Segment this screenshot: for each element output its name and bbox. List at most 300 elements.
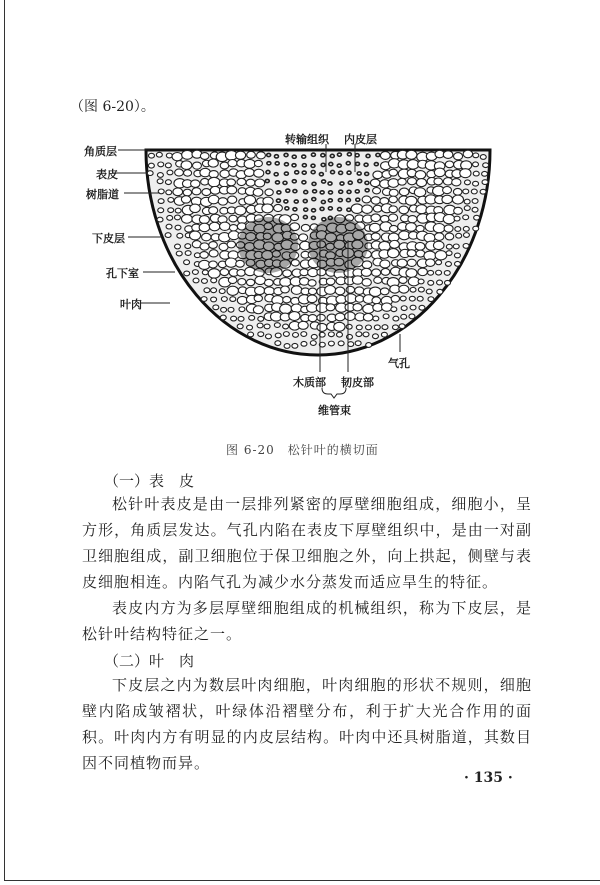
cell xyxy=(167,170,173,175)
cell xyxy=(298,321,308,329)
cell xyxy=(399,285,409,293)
cell xyxy=(308,288,316,295)
cell xyxy=(362,279,371,287)
cell xyxy=(293,333,299,338)
cell xyxy=(437,289,443,294)
cell xyxy=(285,207,289,210)
cell xyxy=(444,271,450,276)
cell xyxy=(473,226,479,231)
cell xyxy=(238,316,244,321)
cell xyxy=(365,181,369,184)
cell xyxy=(362,261,372,269)
cell xyxy=(434,233,443,241)
cell xyxy=(373,316,379,321)
cell xyxy=(158,162,164,167)
cell xyxy=(184,271,190,276)
cell xyxy=(444,280,450,285)
cell xyxy=(387,249,399,258)
cell xyxy=(472,199,478,204)
cell xyxy=(328,207,332,210)
cell xyxy=(292,343,298,348)
cell xyxy=(336,332,342,337)
cell xyxy=(230,297,236,302)
cell xyxy=(399,206,409,214)
cell xyxy=(362,205,373,214)
cell xyxy=(173,188,183,196)
cell xyxy=(255,179,265,187)
cell xyxy=(366,154,370,157)
cell xyxy=(266,170,270,173)
cell xyxy=(295,171,299,174)
cell xyxy=(219,289,225,294)
cell xyxy=(339,171,343,174)
cell xyxy=(463,233,469,238)
cell xyxy=(345,294,356,303)
cell xyxy=(249,315,255,320)
cell xyxy=(381,332,387,337)
cell xyxy=(364,163,368,166)
cell xyxy=(463,189,469,194)
cell xyxy=(399,277,407,284)
cell xyxy=(374,325,380,330)
cell xyxy=(265,334,271,339)
cell xyxy=(275,341,281,346)
cell xyxy=(183,189,191,196)
cell xyxy=(301,332,307,337)
cell xyxy=(380,215,389,222)
cell xyxy=(208,159,218,167)
cell xyxy=(246,179,255,186)
cell xyxy=(300,269,308,276)
cell xyxy=(321,163,325,166)
cell xyxy=(190,204,201,212)
cell xyxy=(453,244,459,249)
cell xyxy=(220,170,230,178)
cell xyxy=(253,306,263,314)
cell xyxy=(363,332,369,337)
cell xyxy=(453,188,461,195)
cell xyxy=(356,162,360,165)
label-vascular-bundle: 维管束 xyxy=(318,404,351,417)
cell xyxy=(337,164,341,167)
paragraph-line: 壁内陷成皱褶状，叶绿体沿褶壁分布，利于扩大光合作用的面 xyxy=(82,702,532,720)
cell xyxy=(254,295,262,302)
page-number: · 135 · xyxy=(464,770,513,786)
cell xyxy=(293,208,297,211)
cell xyxy=(452,179,461,186)
cell xyxy=(253,188,263,196)
cell xyxy=(407,178,416,185)
cell xyxy=(148,163,154,168)
cell xyxy=(347,153,351,156)
cell xyxy=(471,189,477,194)
cell xyxy=(225,258,237,267)
cell xyxy=(307,295,317,303)
cell xyxy=(200,252,208,259)
cell xyxy=(383,314,389,319)
label-phloem: 韧皮部 xyxy=(341,376,374,389)
cell xyxy=(346,286,354,293)
cell xyxy=(275,333,281,338)
cell xyxy=(371,233,380,240)
cell xyxy=(235,206,246,215)
cell xyxy=(410,287,416,292)
cell xyxy=(418,268,428,276)
cell xyxy=(401,306,407,311)
cell xyxy=(291,214,299,220)
paragraph-line: 皮细胞相连。内陷气孔为减少水分蒸发而适应旱生的特征。 xyxy=(82,573,499,591)
cell xyxy=(445,262,451,267)
cell xyxy=(193,162,202,169)
cell xyxy=(256,152,265,159)
cell xyxy=(280,278,291,287)
cell xyxy=(346,162,350,165)
cell xyxy=(335,287,345,295)
cell xyxy=(181,196,190,203)
cell xyxy=(303,199,307,202)
cell xyxy=(286,189,290,192)
paragraph-line: 下皮层之内为数层叶肉细胞，叶肉细胞的形状不规则，细胞 xyxy=(112,676,532,694)
cell xyxy=(227,286,238,295)
cell xyxy=(175,208,181,213)
cell xyxy=(274,155,278,158)
cell xyxy=(200,153,209,160)
cell xyxy=(397,259,407,267)
cell xyxy=(192,188,201,195)
cell xyxy=(274,204,283,211)
cell xyxy=(483,163,489,168)
cell xyxy=(473,153,479,158)
cell xyxy=(221,297,227,302)
cell xyxy=(229,225,237,231)
cell xyxy=(482,171,488,176)
cell xyxy=(406,196,417,205)
cell xyxy=(464,206,470,211)
cell xyxy=(211,288,217,293)
paragraph-line: 松针叶表皮是由一层排列紧密的厚壁细胞组成，细胞小，呈 xyxy=(112,495,532,513)
cell xyxy=(355,190,359,193)
cell xyxy=(358,179,362,182)
section1-heading: （一）表 皮 xyxy=(104,472,195,490)
cell xyxy=(283,270,292,277)
cell xyxy=(391,307,397,312)
cell xyxy=(265,189,273,196)
cell xyxy=(482,180,488,185)
cell xyxy=(227,241,235,248)
cell xyxy=(310,341,316,346)
label-transfusion-tissue: 转输组织 xyxy=(285,133,329,146)
cell xyxy=(275,181,279,184)
cell xyxy=(361,268,371,276)
cell xyxy=(436,260,442,265)
cell xyxy=(209,250,218,257)
cell xyxy=(473,162,479,167)
cell xyxy=(220,222,231,230)
cell xyxy=(319,173,323,176)
cell xyxy=(167,215,173,220)
cell xyxy=(444,225,453,232)
label-cuticle: 角质层 xyxy=(84,145,117,158)
cell xyxy=(284,163,288,166)
cell xyxy=(325,285,336,294)
cell xyxy=(182,150,193,159)
cell xyxy=(428,297,434,302)
cell xyxy=(436,270,442,275)
cell xyxy=(208,195,219,204)
cell xyxy=(390,225,398,232)
cell xyxy=(355,287,364,294)
cell xyxy=(193,278,199,283)
cell xyxy=(356,198,360,201)
cell xyxy=(326,304,335,311)
cell xyxy=(237,270,245,277)
label-stoma: 气孔 xyxy=(388,357,410,370)
cell xyxy=(390,240,400,248)
cell xyxy=(228,196,237,203)
cell xyxy=(317,323,327,331)
cell xyxy=(416,179,426,187)
cell xyxy=(454,216,460,221)
cell xyxy=(389,214,398,221)
cell xyxy=(389,196,397,203)
vascular-bundle-region xyxy=(238,217,298,273)
cell xyxy=(148,153,154,158)
cell xyxy=(463,215,469,220)
cell xyxy=(156,152,162,157)
cell xyxy=(445,161,453,168)
cell xyxy=(311,216,315,219)
cell xyxy=(231,316,237,321)
cell xyxy=(201,297,207,302)
cell xyxy=(356,332,362,337)
cell xyxy=(369,223,380,232)
cell xyxy=(346,198,350,201)
cell xyxy=(166,153,172,158)
cell xyxy=(321,200,325,203)
cell xyxy=(401,314,407,319)
vascular-bundle-region xyxy=(308,217,368,273)
cell xyxy=(340,182,344,185)
cell xyxy=(210,186,220,194)
cell xyxy=(211,297,217,302)
cell xyxy=(265,179,269,182)
cell xyxy=(258,316,264,321)
cell xyxy=(474,215,480,220)
cell xyxy=(248,332,254,337)
cell xyxy=(455,261,461,266)
cell xyxy=(365,325,371,330)
cell xyxy=(454,207,463,214)
cell xyxy=(276,199,280,202)
cell xyxy=(312,182,316,185)
cell xyxy=(218,198,227,205)
cell xyxy=(407,259,416,266)
cell xyxy=(351,204,363,213)
cell xyxy=(264,279,273,286)
cell xyxy=(255,287,265,295)
cell xyxy=(289,312,300,321)
cell xyxy=(208,177,220,187)
cell xyxy=(473,171,479,176)
cell xyxy=(463,226,469,231)
cell xyxy=(302,181,306,184)
cell xyxy=(443,151,453,159)
cell xyxy=(283,324,289,329)
cell xyxy=(229,215,237,222)
paragraph-line: 松针叶结构特征之一。 xyxy=(82,625,243,643)
cell xyxy=(202,189,211,196)
cell xyxy=(437,280,443,285)
label-resin-duct: 树脂道 xyxy=(86,188,119,201)
cell xyxy=(428,280,434,285)
cell xyxy=(406,223,417,232)
cell xyxy=(254,169,264,177)
cell xyxy=(428,270,434,275)
cell xyxy=(362,196,371,203)
cell xyxy=(246,279,254,286)
cell xyxy=(202,270,208,275)
cell xyxy=(228,160,237,167)
cell xyxy=(277,191,281,194)
cell xyxy=(320,207,324,210)
cell xyxy=(329,191,333,194)
cell xyxy=(157,217,163,222)
cell xyxy=(372,269,381,276)
cell xyxy=(357,172,361,175)
cell xyxy=(355,154,359,157)
cell xyxy=(400,296,406,301)
cell xyxy=(166,224,172,229)
cell xyxy=(381,268,390,275)
cell xyxy=(371,214,380,222)
cell xyxy=(409,296,415,301)
label-epidermis: 表皮 xyxy=(96,168,118,181)
cell xyxy=(338,208,342,211)
cell xyxy=(418,279,424,284)
cell xyxy=(322,180,326,183)
cell xyxy=(347,190,351,193)
cell xyxy=(211,278,217,283)
cell xyxy=(247,325,253,330)
cell xyxy=(321,154,325,157)
cell xyxy=(347,208,351,211)
cell xyxy=(464,180,470,185)
cell xyxy=(480,155,486,160)
cell xyxy=(460,169,471,178)
cell xyxy=(355,341,361,346)
pine-needle-cross-section-figure xyxy=(0,0,600,420)
cell xyxy=(165,163,171,168)
cell xyxy=(200,243,209,250)
cell xyxy=(147,171,153,176)
cell xyxy=(426,289,432,294)
cell xyxy=(165,180,171,185)
cell xyxy=(376,153,380,156)
cell xyxy=(480,189,486,194)
cell xyxy=(303,215,307,218)
cell xyxy=(213,305,219,310)
cell xyxy=(330,154,334,157)
cell xyxy=(435,251,447,260)
cell xyxy=(365,172,369,175)
cell xyxy=(283,332,289,337)
cell xyxy=(339,190,343,193)
cell xyxy=(374,163,378,166)
cell xyxy=(456,233,462,238)
cell xyxy=(292,180,296,183)
paragraph-line: 表皮内方为多层厚壁细胞组成的机械组织，称为下皮层，是 xyxy=(112,599,532,617)
cell xyxy=(455,227,461,232)
cell xyxy=(338,199,342,202)
section2-heading: （二）叶 肉 xyxy=(104,652,195,670)
cell xyxy=(244,159,255,168)
cell xyxy=(311,334,317,339)
cell xyxy=(347,334,353,339)
cell xyxy=(239,307,245,312)
cell xyxy=(348,181,352,184)
cell xyxy=(158,208,164,213)
cell xyxy=(443,215,455,224)
cell xyxy=(372,334,378,339)
cell xyxy=(370,179,379,187)
cell xyxy=(293,190,297,193)
cell xyxy=(311,164,315,167)
cell xyxy=(328,341,334,346)
label-mesophyll: 叶肉 xyxy=(120,298,142,311)
cell xyxy=(236,260,245,267)
cell xyxy=(398,178,406,185)
cell xyxy=(308,280,316,286)
cell xyxy=(328,332,334,337)
paragraph-line: 方形，角质层发达。气孔内陷在表皮下厚壁组织中，是由一对副 xyxy=(82,521,532,539)
cell xyxy=(175,169,184,176)
cell xyxy=(311,153,315,156)
cell xyxy=(199,216,209,224)
cell xyxy=(255,276,266,284)
cell xyxy=(209,261,218,268)
cell xyxy=(208,269,220,279)
cell xyxy=(446,244,452,249)
cell xyxy=(355,295,363,302)
cell xyxy=(220,315,226,320)
cell xyxy=(258,332,264,337)
cell xyxy=(442,195,453,203)
paragraph-line: 积。叶肉内方有明显的内皮层结构。叶肉中还具树脂道，其数目 xyxy=(82,728,532,746)
cell xyxy=(452,195,463,204)
cell xyxy=(399,188,409,196)
paragraph-line: 因不同植物而异。 xyxy=(82,754,211,772)
cell xyxy=(301,224,310,231)
cell xyxy=(337,153,341,156)
cell xyxy=(227,179,236,186)
cell xyxy=(228,307,234,312)
cell xyxy=(292,155,296,158)
cell xyxy=(275,162,279,165)
cell xyxy=(221,307,227,312)
cell xyxy=(304,190,308,193)
cell xyxy=(244,169,254,177)
cell xyxy=(185,251,191,256)
cell xyxy=(434,178,443,185)
cell xyxy=(328,182,332,185)
cell xyxy=(264,324,270,329)
cell xyxy=(389,169,398,176)
cell xyxy=(352,276,363,284)
cell xyxy=(184,260,190,265)
cell xyxy=(419,305,425,310)
cell xyxy=(168,208,174,213)
cell xyxy=(166,190,172,195)
